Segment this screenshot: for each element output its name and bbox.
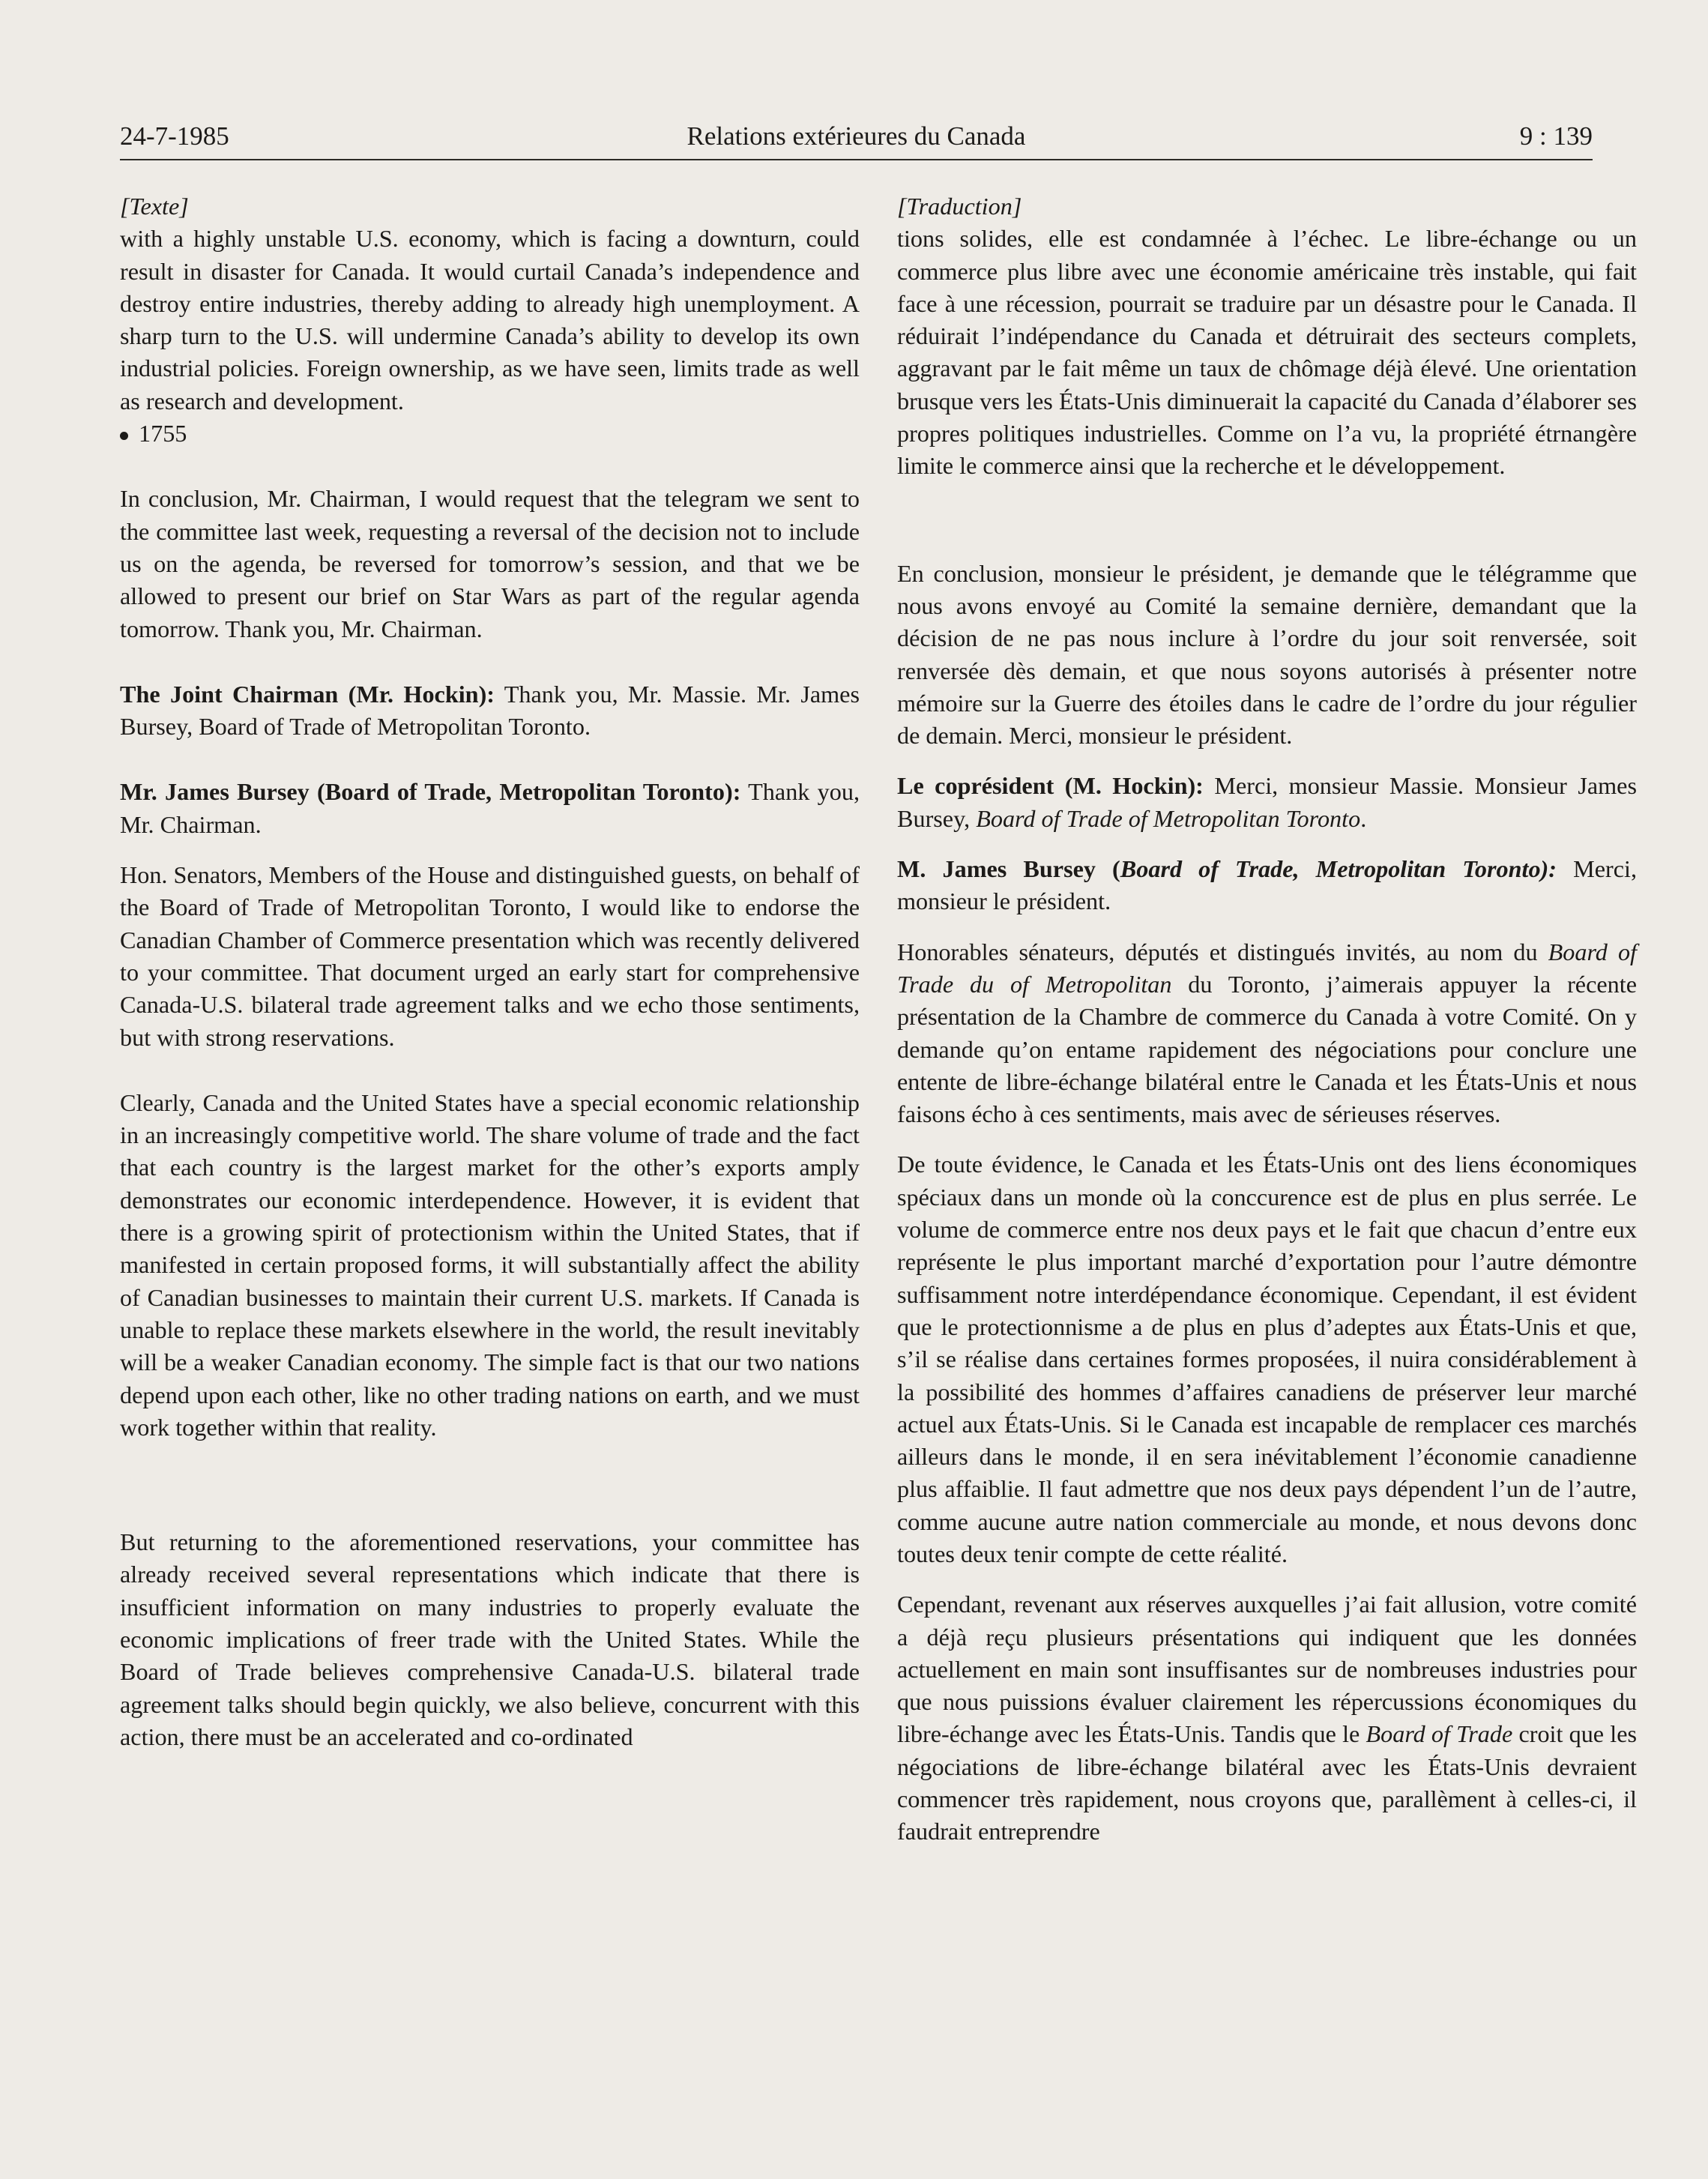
- paragraph: M. James Bursey (Board of Trade, Metropolitan Toronto): Merci, monsieur le président.: [897, 855, 1637, 915]
- paragraph: tions solides, elle est condamnée à l’échec. Le libre-échange ou un commerce plus libre avec une économie américaine très instable, qui fait face à une récession, pourrait se traduire par un désastre pour le Canada. Il réduirait l’indépendance du Canada et détruirait des secteurs complets, aggravant par le fait même un taux de chômage déjà élevé. Une orientation brusque vers les États-Unis diminuerait la capacité du Canada d’élaborer ses propres politiques industrielles. Comme on l’a vu, la propriété étrnangère limite le commerce ainsi que la recherche et le développement.: [897, 225, 1637, 480]
- paragraph: De toute évidence, le Canada et les États-Unis ont des liens économiques spéciaux dans un monde où la conccurence est de plus en plus serrée. Le volume de commerce entre nos deux pays et le fait que chacun d’entre eux représente le plus important marché d’exportation pour l’autre démontre suffisamment notre interdépendance économique. Cependant, il est évident que le protectionnisme a de plus en plus d’adeptes aux États-Unis et que, s’il se réalise dans certaines formes proposées, il nuira considérablement à la possibilité des hommes d’affaires canadiens de préserver leur marché actuel aux États-Unis. Si le Canada est incapable de remplacer ces marchés ailleurs dans le monde, il en sera inévitablement l’économie canadienne plus affaiblie. Il faut admettre que nos deux pays dépendent l’un de l’autre, comme aucune autre nation commerciale au monde, et nous devons donc toutes deux tenir compte de cette réalité.: [897, 1151, 1637, 1567]
- column-label: [Traduction]: [897, 193, 1022, 220]
- bullet-icon: [120, 432, 128, 440]
- time-marker: [120, 418, 860, 450]
- header-date: 24-7-1985: [120, 121, 229, 151]
- speaker-name: M. James Bursey (Board of Trade, Metropolitan Toronto):: [897, 855, 1557, 883]
- english-column: [120, 190, 860, 1753]
- paragraph: Cependant, revenant aux réserves auxquelles j’ai fait allusion, votre comité a déjà reçu plusieurs présentations qui indiquent que les données actuellement en main sont insuffisantes sur de nombreuses industries pour que nous puissions évaluer clairement les répercussions économiques du libre-échange avec les États-Unis. Tandis que le Board of Trade croit que les négociations de libre-échange bilatéral avec les États-Unis devraient commencer très rapidement, nous croyons que, parallèment à celles-ci, il faudrait entreprendre: [897, 1591, 1638, 1845]
- paragraph: Honorables sénateurs, députés et distingués invités, au nom du Board of Trade du of Metropolitan du Toronto, j’aimerais appuyer la récente présentation de la Chambre de commerce du Canada à votre Comité. On y demande qu’on entame rapidement des négociations pour conclure une entente de libre-échange bilatéral entre le Canada et les États-Unis et nous faisons écho à ces sentiments, mais avec de sérieuses réserves.: [897, 938, 1637, 1128]
- column-label: [Texte]: [120, 193, 189, 220]
- paragraph: Hon. Senators, Members of the House and distinguished guests, on behalf of the Board of Trade of Metropolitan Toronto, I would like to endorse the Canadian Chamber of Commerce presentation which was recently delivered to your committee. That document urged an early start for comprehensive Canada-U.S. bilateral trade agreement talks and we echo those sentiments, but with strong reservations.: [120, 861, 860, 1051]
- paragraph: But returning to the aforementioned reservations, your committee has already received several representations which indicate that there is insufficient information on many industries to properly evaluate the economic implications of freer trade with the United States. While the Board of Trade believes comprehensive Canada-U.S. bilateral trade agreement talks should begin quickly, we also believe, concurrent with this action, there must be an accelerated and co-ordinated: [120, 1528, 860, 1750]
- speaker-name: The Joint Chairman (Mr. Hockin):: [120, 680, 495, 708]
- speaker-name: Le coprésident (M. Hockin):: [897, 772, 1204, 800]
- page-header: [120, 117, 1593, 160]
- paragraph: with a highly unstable U.S. economy, which is facing a downturn, could result in disaster for Canada. It would curtail Canada’s independence and destroy entire industries, thereby adding to already high unemployment. A sharp turn to the U.S. will undermine Canada’s ability to develop its own industrial policies. Foreign ownership, as we have seen, limits trade as well as research and development.: [120, 225, 860, 415]
- header-title: Relations extérieures du Canada: [686, 121, 1026, 151]
- paragraph: Clearly, Canada and the United States have a special economic relationship in an increasingly competitive world. The share volume of trade and the fact that each country is the largest market for the other’s exports amply demonstrates our economic interdependence. However, it is evident that there is a growing spirit of protectionism within the United States, that if manifested in certain proposed forms, it will substantially affect the ability of Canadian businesses to maintain their current U.S. markets. If Canada is unable to replace these markets elsewhere in the world, the result inevitably will be a weaker Canadian economy. The simple fact is that our two nations depend upon each other, like no other trading nations on earth, and we must work together within that reality.: [120, 1088, 860, 1441]
- paragraph: The Joint Chairman (Mr. Hockin): Thank you, Mr. Massie. Mr. James Bursey, Board of Trade of Metropolitan Toronto.: [120, 680, 860, 741]
- header-page-number: 9 : 139: [1519, 121, 1593, 151]
- paragraph: In conclusion, Mr. Chairman, I would request that the telegram we sent to the committee last week, requesting a reversal of the decision not to include us on the agenda, be reversed for tomorrow’s session, and that we be allowed to present our brief on Star Wars as part of the regular agenda tomorrow. Thank you, Mr. Chairman.: [120, 485, 860, 642]
- speaker-name: Mr. James Bursey (Board of Trade, Metropolitan Toronto):: [120, 778, 741, 806]
- time-marker-value: 1755: [139, 420, 187, 447]
- paragraph: Le coprésident (M. Hockin): Merci, monsieur Massie. Monsieur James Bursey, Board of Trade of Metropolitan Toronto.: [897, 772, 1637, 832]
- paragraph: En conclusion, monsieur le président, je demande que le télégramme que nous avons envoyé au Comité la semaine dernière, demandant que la décision de ne pas nous inclure à l’ordre du jour soit renversée, soit renversée dès demain, et que nous soyons autorisés à présenter notre mémoire sur la Guerre des étoiles dans le cadre de l’ordre du jour régulier de demain. Merci, monsieur le président.: [897, 559, 1637, 750]
- paragraph: Mr. James Bursey (Board of Trade, Metropolitan Toronto): Thank you, Mr. Chairman.: [120, 778, 860, 838]
- french-column: [897, 190, 1637, 1848]
